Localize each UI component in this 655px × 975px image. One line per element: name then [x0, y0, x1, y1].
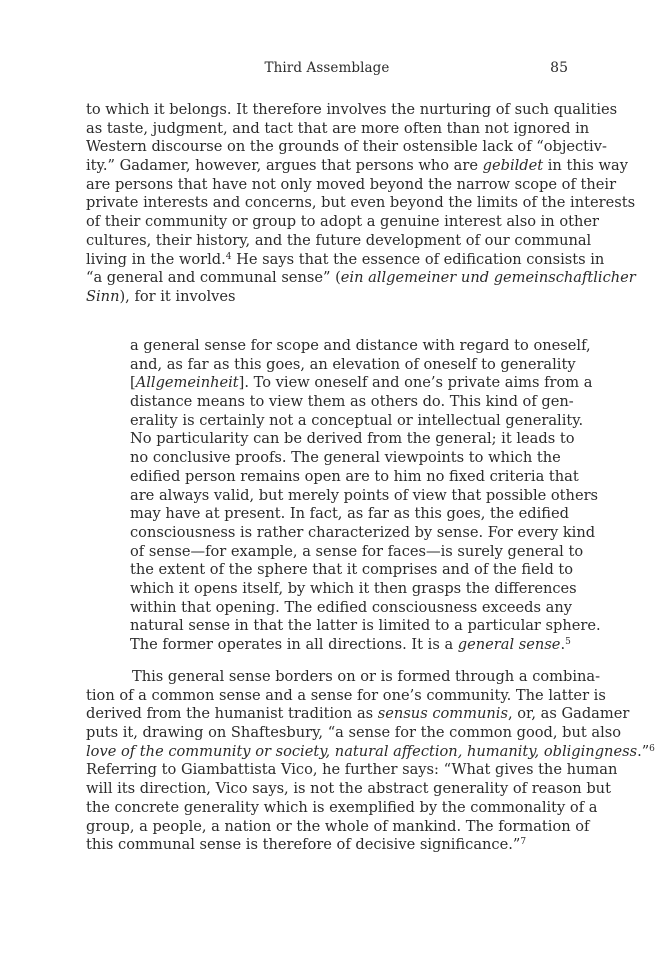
text-run: The former operates in all directions. It is a	[130, 636, 458, 653]
text-run: consciousness is rather characterized by sense. For every kind	[130, 523, 596, 541]
text-line	[86, 194, 636, 213]
text-run: are always valid, but merely points of view that possible others	[130, 486, 599, 504]
footnote-marker: 7	[520, 837, 527, 848]
text-run: group, a people, a nation or the whole of mankind. The formation of	[86, 817, 590, 835]
text-run: derived from the humanist tradition as	[86, 705, 378, 723]
text-run: ), for it involves	[119, 287, 236, 305]
text-run: .	[560, 636, 566, 653]
text-line	[86, 668, 601, 687]
text-line	[86, 742, 655, 762]
text-run: are persons that have not only moved beyond the narrow scope of their	[86, 175, 617, 193]
text-run: a general sense for scope and distance with regard to oneself,	[130, 337, 591, 354]
page-number: 85	[550, 60, 568, 76]
text-line	[130, 486, 599, 506]
text-run: no conclusive proofs. The general viewpoints to which the	[130, 449, 561, 467]
text-line	[86, 269, 636, 288]
footnote-marker: 5	[565, 637, 571, 647]
text-line	[86, 119, 590, 139]
italic-text: Allgemeinheit	[135, 374, 239, 392]
text-run: , or, as Gadamer	[507, 705, 630, 723]
text-run: ity.” Gadamer, however, argues that persons who are	[86, 157, 483, 175]
text-run: of their community or group to adopt a genuine interest also in other	[86, 213, 599, 231]
text-run: of sense—for example, a sense for faces—is surely general to	[130, 542, 584, 560]
text-line	[130, 598, 572, 618]
text-run: He says that the essence of edification consists in	[231, 250, 605, 268]
text-line	[130, 505, 569, 524]
italic-text: love of the community or society, natural affection, humanity, obligingness	[86, 742, 638, 760]
text-line	[130, 636, 571, 655]
text-run: and, as far as this goes, an elevation of oneself to generality	[130, 355, 576, 373]
text-run: No particularity can be derived from the general; it leads to	[130, 430, 575, 448]
text-line	[130, 467, 579, 487]
text-line	[86, 761, 618, 780]
text-line	[130, 337, 591, 356]
text-run: edified person remains open are to him no fixed criteria that	[130, 467, 579, 485]
text-line	[130, 449, 561, 468]
text-line	[86, 157, 628, 176]
text-run: as taste, judgment, and tact that are more often than not ignored in	[86, 119, 590, 137]
footnote-marker: 6	[649, 743, 655, 754]
text-run: living in the world.	[86, 250, 226, 268]
text-line	[86, 724, 622, 743]
italic-text: ein allgemeiner und gemeinschaftlicher	[340, 269, 636, 287]
text-line	[86, 213, 599, 232]
text-run: cultures, their history, and the future development of our communal	[86, 231, 592, 249]
text-run: in this way	[543, 157, 628, 175]
body-paragraph-1	[86, 101, 636, 307]
text-run: “a general and communal sense” (	[86, 269, 341, 287]
text-run: tion of a common sense and a sense for one’s community. The latter is	[86, 686, 606, 704]
text-run: private interests and concerns, but even beyond the limits of the interests	[86, 194, 636, 212]
text-run: this communal sense is therefore of decisive significance.”	[86, 836, 521, 854]
text-run: the extent of the sphere that it comprises and of the field to	[130, 561, 574, 579]
text-run: which it opens itself, by which it then grasps the differences	[130, 579, 577, 597]
text-line	[86, 175, 617, 195]
text-line	[86, 705, 630, 724]
text-line	[130, 542, 584, 562]
text-run: may have at present. In fact, as far as this goes, the edified	[130, 505, 569, 523]
text-line	[130, 523, 596, 543]
footnote-marker: 4	[225, 251, 232, 262]
text-line	[86, 231, 592, 251]
text-run: .”	[637, 742, 650, 760]
text-run: Referring to Giambattista Vico, he further says: “What gives the human	[86, 761, 618, 779]
text-line	[86, 798, 598, 818]
text-line	[130, 430, 575, 449]
italic-text: sensus communis	[377, 705, 508, 723]
text-run: natural sense in that the latter is limited to a particular sphere.	[130, 617, 601, 635]
text-line	[86, 780, 611, 799]
text-line	[130, 393, 574, 412]
text-run: distance means to view them as others do. This kind of gen-	[130, 393, 574, 411]
text-run: Western discourse on the grounds of their ostensible lack of “objectiv-	[86, 138, 607, 156]
text-run: the concrete generality which is exemplified by the commonality of a	[86, 798, 598, 816]
text-line	[130, 374, 593, 393]
text-run: This general sense borders on or is formed through a combina-	[132, 668, 601, 685]
body-paragraph-2	[86, 668, 655, 855]
text-line	[86, 817, 590, 837]
text-line	[130, 617, 601, 636]
text-line	[130, 355, 576, 375]
text-run: will its direction, Vico says, is not the abstract generality of reason but	[86, 780, 611, 798]
text-line	[86, 101, 618, 120]
text-line	[130, 411, 584, 431]
running-head: Third Assemblage	[264, 60, 390, 76]
block-quote	[130, 337, 601, 655]
page-header	[86, 60, 568, 80]
text-line	[130, 561, 574, 580]
text-line	[86, 288, 568, 307]
text-run: within that opening. The edified consciousness exceeds any	[130, 598, 572, 616]
italic-text: general sense	[457, 636, 561, 653]
text-line	[86, 250, 605, 270]
text-line	[86, 686, 606, 706]
text-run: to which it belongs. It therefore involves the nurturing of such qualities	[86, 101, 618, 118]
text-line	[86, 836, 568, 855]
text-run: ]. To view oneself and one’s private aims from a	[238, 374, 593, 392]
italic-text: Sinn	[86, 287, 120, 305]
text-run: erality is certainly not a conceptual or intellectual generality.	[130, 411, 584, 429]
text-line	[86, 138, 607, 157]
text-run: [	[130, 374, 136, 392]
italic-text: gebildet	[482, 157, 544, 175]
text-line	[130, 579, 577, 599]
text-run: puts it, drawing on Shaftesbury, “a sense for the common good, but also	[86, 724, 622, 742]
